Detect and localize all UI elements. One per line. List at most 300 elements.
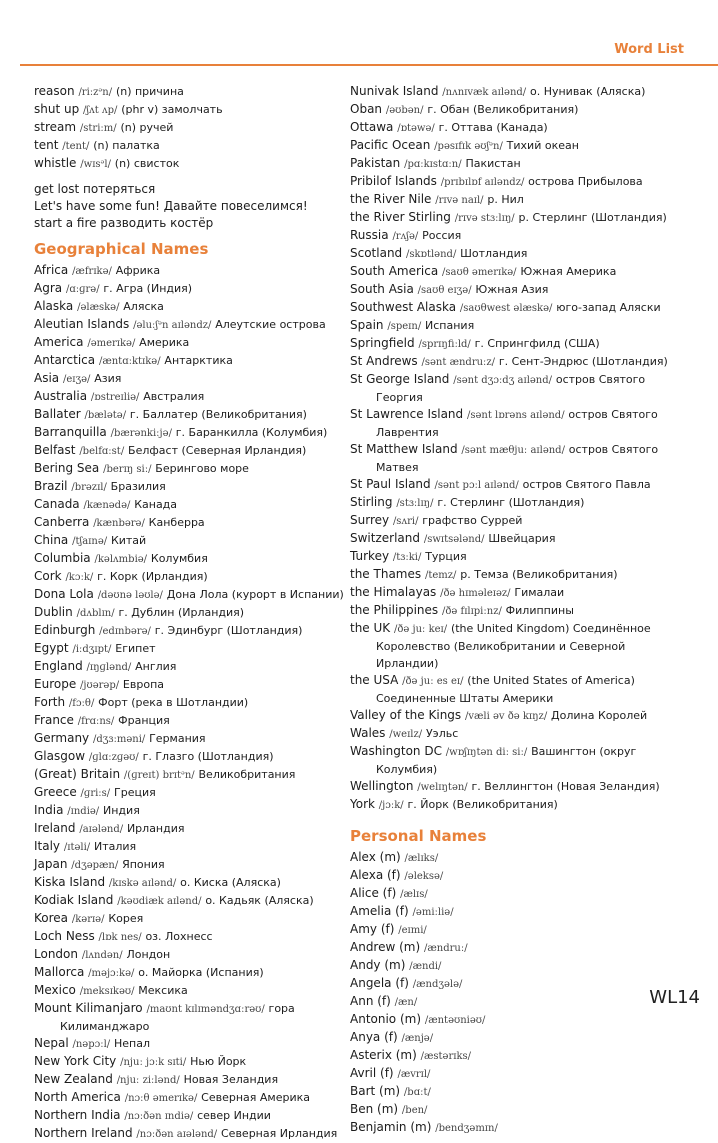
entry-ipa: /ðə hɪməleɪəz/ <box>440 588 511 599</box>
personal-name-entry <box>350 957 690 975</box>
geo-entry <box>34 496 334 514</box>
entry-word: Canada <box>34 497 80 511</box>
entry-word: tent <box>34 138 59 152</box>
entry-word: Asia <box>34 371 60 385</box>
entry-ipa: /væli əv ðə kɪŋz/ <box>465 711 548 722</box>
entry-gloss: Швейцария <box>488 532 556 545</box>
entry-gloss: остров Святого <box>568 443 659 456</box>
entry-ipa: /kəlʌmbiə/ <box>94 554 148 565</box>
personal-name-entry <box>350 921 690 939</box>
geo-entry <box>34 712 334 730</box>
entry-ipa: /əleksə/ <box>404 871 444 882</box>
entry-ipa: /wɒʃɪŋtən diː siː/ <box>445 747 528 758</box>
entry-gloss: остров Святого <box>568 408 658 421</box>
entry-ipa: /ændi/ <box>409 961 442 972</box>
entry-word: Surrey <box>350 513 390 527</box>
entry-continuation <box>350 424 690 441</box>
geo-entry <box>34 946 334 964</box>
geo-entry <box>350 335 690 353</box>
geo-entry <box>34 370 334 388</box>
entry-word: New York City <box>34 1054 117 1068</box>
entry-word: Italy <box>34 839 61 853</box>
geo-entry <box>34 838 334 856</box>
entry-ipa: /belfɑːst/ <box>79 446 125 457</box>
entry-ipa: /ɪŋɡlənd/ <box>86 662 132 673</box>
entry-gloss: (n) палатка <box>93 139 160 152</box>
geo-entry <box>34 334 334 352</box>
entry-ipa: /prɪbɪlɒf aɪləndz/ <box>440 177 525 188</box>
geo-entry <box>34 784 334 802</box>
geo-entry <box>350 584 690 602</box>
entry-word: Russia <box>350 228 389 242</box>
entry-word: Andy (m) <box>350 958 406 972</box>
entry-word: Oban <box>350 102 383 116</box>
entry-gloss-continued: Матвея <box>376 461 419 474</box>
personal-name-entry <box>350 1101 690 1119</box>
entry-word: Wellington <box>350 779 414 793</box>
entry-gloss: г. Йорк (Великобритания) <box>407 798 558 811</box>
geo-entry <box>34 856 334 874</box>
personal-name-entry <box>350 903 690 921</box>
entry-ipa: /fɔːθ/ <box>68 698 95 709</box>
entry-gloss: Алеутские острова <box>215 318 326 331</box>
entry-ipa: /sənt mæθjuː aɪlənd/ <box>461 445 565 456</box>
entry-gloss: Берингово море <box>155 462 249 475</box>
entry-ipa: /ælɪks/ <box>404 853 439 864</box>
entry-ipa: /skɒtlənd/ <box>406 249 457 260</box>
entry-ipa: /speɪn/ <box>387 321 422 332</box>
entry-ipa: /sprɪŋfiːld/ <box>418 339 471 350</box>
geo-entry <box>34 910 334 928</box>
entry-ipa: /brəzɪl/ <box>71 482 107 493</box>
entry-word: Amelia (f) <box>350 904 409 918</box>
entry-gloss: Канада <box>134 498 178 511</box>
entry-ipa: /njuː ziːlənd/ <box>116 1075 180 1086</box>
entry-word: St Paul Island <box>350 477 431 491</box>
personal-list <box>350 849 690 1137</box>
vocab-entry <box>34 137 334 155</box>
entry-word: Spain <box>350 318 384 332</box>
personal-name-entry <box>350 975 690 993</box>
entry-gloss: Гималаи <box>514 586 565 599</box>
entry-ipa: /iːdʒɪpt/ <box>72 644 112 655</box>
vocab-list <box>34 83 334 173</box>
header-rule <box>20 64 718 66</box>
entry-gloss: о. Нунивак (Аляска) <box>529 85 646 98</box>
geo-entry <box>350 155 690 173</box>
entry-word: Belfast <box>34 443 76 457</box>
geo-entry <box>34 406 334 424</box>
entry-ipa: /ɡriːs/ <box>80 788 111 799</box>
entry-word: Ballater <box>34 407 81 421</box>
entry-gloss: Дона Лола (курорт в Испании) <box>166 588 344 601</box>
entry-ipa: /kəʊdiæk aɪlənd/ <box>117 896 202 907</box>
entry-gloss: Китай <box>110 534 147 547</box>
geo-entry <box>350 672 690 690</box>
geo-entry <box>350 406 690 424</box>
entry-word: Columbia <box>34 551 91 565</box>
right-column <box>350 83 690 1137</box>
geo-entry <box>350 353 690 371</box>
geo-entry <box>350 548 690 566</box>
entry-gloss: Колумбия <box>150 552 208 565</box>
entry-word: Glasgow <box>34 749 86 763</box>
entry-ipa: /sənt ændruːz/ <box>421 357 496 368</box>
entry-ipa: /ɒtəwə/ <box>397 123 435 134</box>
entry-word: Amy (f) <box>350 922 395 936</box>
entry-word: Brazil <box>34 479 68 493</box>
entry-gloss: г. Веллингтон (Новая Зеландия) <box>471 780 660 793</box>
entry-word: South Asia <box>350 282 414 296</box>
geo-entry <box>350 778 690 796</box>
geo-entry <box>34 640 334 658</box>
entry-gloss: г. Баллатер (Великобритания) <box>129 408 307 421</box>
geo-entry <box>34 964 334 982</box>
entry-word: Ben (m) <box>350 1102 399 1116</box>
entry-word: Turkey <box>350 549 390 563</box>
entry-ipa: /ɒstreɪliə/ <box>90 392 140 403</box>
entry-gloss: Южная Азия <box>475 283 549 296</box>
entry-word: Germany <box>34 731 90 745</box>
entry-gloss: Антарктика <box>164 354 233 367</box>
entry-word: Aleutian Islands <box>34 317 130 331</box>
entry-word: St George Island <box>350 372 450 386</box>
phrase-list <box>34 181 334 232</box>
entry-word: Benjamin (m) <box>350 1120 432 1134</box>
entry-word: Antarctica <box>34 353 96 367</box>
entry-word: Ann (f) <box>350 994 391 1008</box>
entry-ipa: /saʊθwest əlæskə/ <box>459 303 553 314</box>
entry-ipa: /aɪələnd/ <box>79 824 124 835</box>
entry-word: Alexa (f) <box>350 868 401 882</box>
entry-ipa: /tent/ <box>62 141 90 152</box>
geo-entry <box>34 280 334 298</box>
entry-ipa: /dəʊnə ləʊlə/ <box>97 590 163 601</box>
entry-gloss: Америка <box>139 336 190 349</box>
geo-entry <box>34 748 334 766</box>
entry-gloss: о. Кадьяк (Аляска) <box>205 894 314 907</box>
entry-ipa: /əmiːliə/ <box>412 907 454 918</box>
geo-entry <box>350 602 690 620</box>
geo-entry <box>350 796 690 814</box>
entry-ipa: /bærənkiːjə/ <box>110 428 172 439</box>
entry-gloss: Южная Америка <box>520 265 617 278</box>
entry-gloss: Шотландия <box>460 247 528 260</box>
entry-ipa: /eɪmi/ <box>398 925 427 936</box>
entry-ipa: /ɪndiə/ <box>67 806 100 817</box>
geo-entry <box>350 317 690 335</box>
entry-word: Washington DC <box>350 744 442 758</box>
geo-entry <box>34 298 334 316</box>
vocab-entry <box>34 101 334 119</box>
entry-gloss: Турция <box>425 550 467 563</box>
entry-ipa: /saʊθ əmerɪkə/ <box>442 267 517 278</box>
entry-word: Wales <box>350 726 386 740</box>
entry-ipa: /njuː jɔːk sɪti/ <box>120 1057 187 1068</box>
entry-ipa: /ænjə/ <box>401 1033 434 1044</box>
geo-entry <box>34 478 334 496</box>
entry-continuation <box>350 690 690 707</box>
geo-entry <box>34 550 334 568</box>
entry-word: Korea <box>34 911 69 925</box>
geo-entry <box>350 530 690 548</box>
entry-word: Japan <box>34 857 68 871</box>
geo-entry <box>350 725 690 743</box>
geo-entry <box>34 1000 334 1018</box>
entry-word: Ottawa <box>350 120 394 134</box>
geographical-names-heading: Geographical Names <box>34 240 209 258</box>
entry-gloss: Япония <box>122 858 165 871</box>
entry-gloss: Франция <box>118 714 170 727</box>
entry-ipa: /məjɔːkə/ <box>88 968 135 979</box>
entry-word: New Zealand <box>34 1072 113 1086</box>
entry-gloss: Египет <box>115 642 156 655</box>
entry-gloss: Европа <box>122 678 164 691</box>
entry-word: Bart (m) <box>350 1084 401 1098</box>
vocab-entry <box>34 83 334 101</box>
geo-entry <box>34 694 334 712</box>
entry-ipa: /stɜːlɪŋ/ <box>396 498 434 509</box>
entry-word: Pacific Ocean <box>350 138 431 152</box>
phrase-entry: start a fire разводить костёр <box>34 216 214 230</box>
entry-gloss: Лондон <box>126 948 171 961</box>
entry-ipa: /striːm/ <box>79 123 117 134</box>
entry-ipa: /ɡlɑːzɡəʊ/ <box>88 752 139 763</box>
geo-entry <box>34 316 334 334</box>
entry-ipa: /æntɑːktɪkə/ <box>98 356 161 367</box>
entry-ipa: /pɑːkɪstɑːn/ <box>404 159 462 170</box>
geo-entry <box>350 512 690 530</box>
entry-ipa: /(ɡreɪt) brɪtᵊn/ <box>123 770 195 781</box>
entry-word: Bering Sea <box>34 461 100 475</box>
geo-entry <box>350 173 690 191</box>
entry-word: Angela (f) <box>350 976 409 990</box>
geo-entry <box>350 743 690 761</box>
entry-ipa: /dʒəpæn/ <box>71 860 119 871</box>
entry-gloss: р. Стерлинг (Шотландия) <box>518 211 667 224</box>
entry-word: Nunivak Island <box>350 84 439 98</box>
phrase-entry: Let's have some fun! Давайте повеселимся! <box>34 199 308 213</box>
entry-gloss: г. Оттава (Канада) <box>438 121 548 134</box>
entry-word: whistle <box>34 156 77 170</box>
entry-word: North America <box>34 1090 121 1104</box>
entry-word: Edinburgh <box>34 623 96 637</box>
entry-word: England <box>34 659 83 673</box>
entry-ipa: /lʌndən/ <box>81 950 123 961</box>
entry-gloss-continued: Колумбия) <box>376 763 438 776</box>
entry-gloss-continued: Королевство (Великобритании и Северной Ирландии) <box>376 640 626 670</box>
entry-word: Pribilof Islands <box>350 174 437 188</box>
entry-ipa: /kænədə/ <box>83 500 131 511</box>
entry-gloss: (n) ручей <box>120 121 174 134</box>
geo-entry <box>350 371 690 389</box>
entry-ipa: /æstərɪks/ <box>420 1051 472 1062</box>
entry-gloss: Италия <box>93 840 137 853</box>
entry-ipa: /æntəʊniəʊ/ <box>424 1015 486 1026</box>
entry-gloss-continued: Соединенные Штаты Америки <box>376 692 554 705</box>
entry-word: Mexico <box>34 983 76 997</box>
entry-gloss: Азия <box>94 372 122 385</box>
entry-gloss: г. Сент-Эндрюс (Шотландия) <box>498 355 668 368</box>
entry-word: Mount Kilimanjaro <box>34 1001 143 1015</box>
entry-ipa: /sənt lɒrəns aɪlənd/ <box>466 410 565 421</box>
phrase-entry: get lost потеряться <box>34 182 156 196</box>
entry-ipa: /eɪʒə/ <box>62 374 91 385</box>
entry-gloss: Мексика <box>138 984 188 997</box>
entry-ipa: /nɔːðən aɪələnd/ <box>136 1129 218 1140</box>
entry-gloss: г. Стерлинг (Шотландия) <box>437 496 585 509</box>
entry-gloss: Англия <box>135 660 177 673</box>
geo-entry <box>350 101 690 119</box>
entry-word: St Matthew Island <box>350 442 458 456</box>
left-column <box>34 83 344 1143</box>
entry-ipa: /tɜːki/ <box>392 552 422 563</box>
entry-word: Agra <box>34 281 63 295</box>
entry-word: the River Stirling <box>350 210 451 224</box>
entry-word: Forth <box>34 695 66 709</box>
entry-gloss: Форт (река в Шотландии) <box>98 696 249 709</box>
entry-gloss: г. Дублин (Ирландия) <box>118 606 245 619</box>
personal-name-entry <box>350 885 690 903</box>
entry-gloss: Уэльс <box>425 727 459 740</box>
entry-word: Dona Lola <box>34 587 94 601</box>
geo-entry <box>34 586 344 604</box>
entry-ipa: /jɔːk/ <box>378 800 404 811</box>
entry-gloss: Греция <box>114 786 156 799</box>
entry-ipa: /jʊərəp/ <box>80 680 120 691</box>
geo-entry <box>34 460 334 478</box>
entry-word: stream <box>34 120 77 134</box>
personal-name-entry <box>350 867 690 885</box>
entry-gloss: р. Нил <box>487 193 524 206</box>
entry-gloss: Долина Королей <box>551 709 648 722</box>
entry-word: America <box>34 335 84 349</box>
entry-word: reason <box>34 84 75 98</box>
personal-name-entry <box>350 1011 690 1029</box>
entry-ipa: /ɑːɡrə/ <box>65 284 100 295</box>
entry-ipa: /dʌblɪn/ <box>76 608 115 619</box>
entry-ipa: /meksɪkəʊ/ <box>79 986 135 997</box>
vocab-entry <box>34 155 334 173</box>
geo-list-left <box>34 262 344 1143</box>
entry-ipa: /weɪlz/ <box>389 729 423 740</box>
entry-word: Northern Ireland <box>34 1126 133 1140</box>
geo-entry <box>34 568 334 586</box>
personal-name-entry <box>350 1083 690 1101</box>
entry-word: Loch Ness <box>34 929 95 943</box>
page-header-title: Word List <box>614 42 684 57</box>
personal-name-entry <box>350 939 690 957</box>
entry-gloss: Канберра <box>148 516 205 529</box>
geo-entry <box>34 1035 334 1053</box>
entry-gloss: г. Спрингфилд (США) <box>474 337 600 350</box>
geo-entry <box>34 352 334 370</box>
entry-word: Cork <box>34 569 62 583</box>
entry-ipa: /ðə juː keɪ/ <box>394 624 448 635</box>
entry-ipa: /sʌri/ <box>392 516 419 527</box>
entry-word: Stirling <box>350 495 393 509</box>
personal-name-entry <box>350 1029 690 1047</box>
entry-gloss: Аляска <box>123 300 164 313</box>
entry-gloss: г. Обан (Великобритания) <box>427 103 579 116</box>
entry-ipa: /əmerɪkə/ <box>87 338 136 349</box>
entry-word: Switzerland <box>350 531 420 545</box>
entry-word: Valley of the Kings <box>350 708 462 722</box>
geo-entry <box>34 1071 334 1089</box>
entry-ipa: /kɔːk/ <box>65 572 94 583</box>
entry-gloss: острова Прибылова <box>528 175 643 188</box>
entry-ipa: /berɪŋ siː/ <box>103 464 152 475</box>
entry-gloss: (the United States of America) <box>467 674 635 687</box>
geo-entry <box>34 730 334 748</box>
entry-gloss: Африка <box>115 264 161 277</box>
geo-entry <box>350 476 690 494</box>
entry-ipa: /ðə fɪlɪpiːnz/ <box>442 606 502 617</box>
entry-continuation <box>34 1018 334 1035</box>
entry-word: shut up <box>34 102 80 116</box>
entry-gloss: Ирландия <box>126 822 185 835</box>
entry-gloss: о. Киска (Аляска) <box>180 876 281 889</box>
entry-word: Greece <box>34 785 77 799</box>
entry-word: Mallorca <box>34 965 85 979</box>
entry-word: Kodiak Island <box>34 893 114 907</box>
entry-ipa: /rɪvə stɜːlɪŋ/ <box>454 213 515 224</box>
entry-word: Scotland <box>350 246 403 260</box>
entry-ipa: /əlæskə/ <box>77 302 120 313</box>
entry-gloss: (n) свисток <box>114 157 180 170</box>
geo-entry <box>34 1053 334 1071</box>
entry-ipa: /temz/ <box>424 570 457 581</box>
entry-ipa: /sənt pɔːl aɪlənd/ <box>434 480 519 491</box>
entry-gloss: Нью Йорк <box>190 1055 247 1068</box>
entry-word: South America <box>350 264 439 278</box>
geo-entry <box>34 262 334 280</box>
geo-entry <box>34 892 334 910</box>
geo-entry <box>34 1107 334 1125</box>
geo-entry <box>34 1125 338 1143</box>
entry-gloss: север Индии <box>197 1109 271 1122</box>
entry-ipa: /ðə juː es eɪ/ <box>402 676 464 687</box>
entry-ipa: /bælətə/ <box>84 410 127 421</box>
entry-word: St Lawrence Island <box>350 407 464 421</box>
entry-ipa: /nɔːθ əmerɪkə/ <box>124 1093 198 1104</box>
entry-continuation <box>350 638 690 672</box>
entry-word: Southwest Alaska <box>350 300 457 314</box>
entry-ipa: /ʃʌt ʌp/ <box>83 105 118 116</box>
personal-name-entry <box>350 993 690 1011</box>
entry-ipa: /kɪskə aɪlənd/ <box>108 878 177 889</box>
entry-ipa: /æn/ <box>394 997 418 1008</box>
entry-gloss: р. Темза (Великобритания) <box>460 568 618 581</box>
entry-ipa: /ævrɪl/ <box>397 1069 431 1080</box>
entry-gloss: Индия <box>103 804 140 817</box>
geo-entry <box>34 604 334 622</box>
entry-gloss: Великобритания <box>198 768 296 781</box>
entry-ipa: /ændruː/ <box>424 943 468 954</box>
entry-gloss: гора <box>268 1002 295 1015</box>
geo-entry <box>350 707 690 725</box>
entry-gloss: Тихий океан <box>506 139 579 152</box>
entry-word: Alaska <box>34 299 74 313</box>
entry-gloss: Испания <box>425 319 475 332</box>
geo-entry <box>350 191 690 209</box>
entry-ipa: /bɑːt/ <box>403 1087 431 1098</box>
entry-ipa: /ɪtəli/ <box>63 842 91 853</box>
entry-gloss: Вашингтон (округ <box>531 745 637 758</box>
entry-word: Europe <box>34 677 77 691</box>
entry-ipa: /nəpɔːl/ <box>72 1039 111 1050</box>
entry-gloss: Пакистан <box>465 157 521 170</box>
